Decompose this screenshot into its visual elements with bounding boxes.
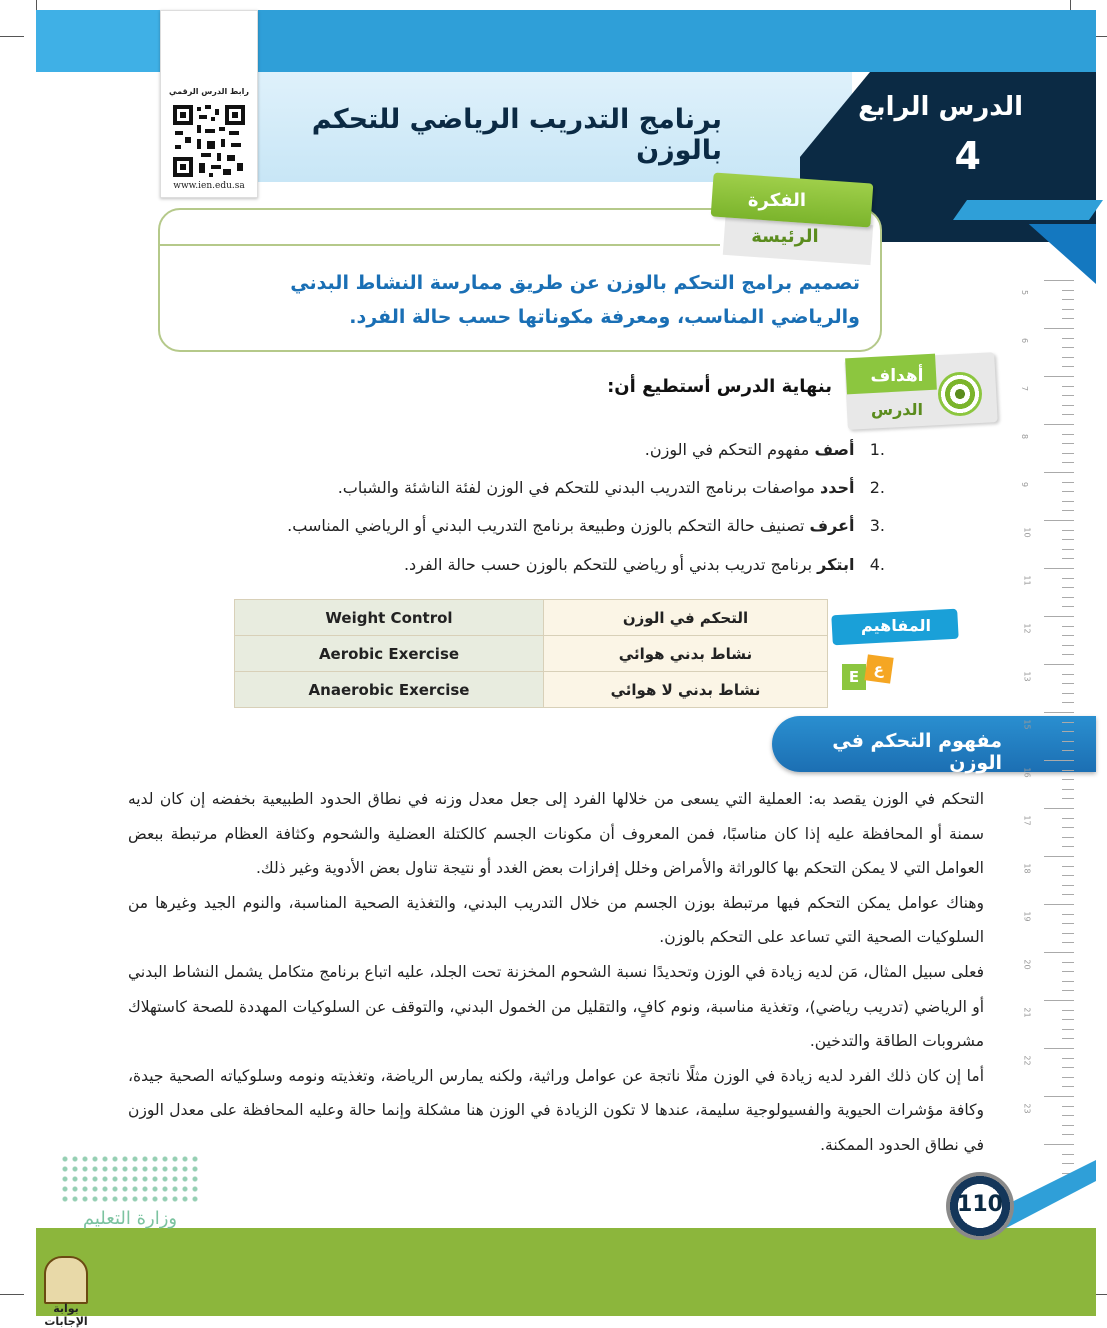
ruler-tick <box>1062 299 1074 300</box>
ruler-number: 10 <box>1022 527 1032 538</box>
ruler-number: 8 <box>1020 433 1030 440</box>
ruler-number: 23 <box>1022 1103 1032 1114</box>
ruler-tick <box>1062 1134 1074 1135</box>
ruler-tick <box>1062 626 1074 627</box>
ruler-number: 22 <box>1022 1055 1032 1066</box>
table-row <box>235 636 828 672</box>
ruler-tick <box>1062 462 1074 463</box>
ruler-tick <box>1062 750 1074 751</box>
ruler-tick <box>1062 587 1074 588</box>
ruler-number: 12 <box>1022 623 1032 634</box>
ruler-tick <box>1062 875 1074 876</box>
concept-ar: التحكم في الوزن <box>544 600 828 636</box>
objective-verb: ابتكر <box>817 555 855 574</box>
ruler-tick <box>1062 290 1074 291</box>
ruler-tick <box>1062 491 1074 492</box>
ruler-number: 7 <box>1020 385 1030 392</box>
side-ruler <box>1020 280 1074 1180</box>
ruler-number: 5 <box>1020 289 1030 296</box>
ruler-tick <box>1062 894 1074 895</box>
objective-number: .1 <box>869 440 885 459</box>
ruler-tick <box>1062 885 1074 886</box>
ruler-tick <box>1062 482 1074 483</box>
objective-number: .3 <box>869 516 885 535</box>
ruler-tick <box>1062 558 1074 559</box>
ruler-tick <box>1062 453 1074 454</box>
ruler-tick <box>1062 962 1074 963</box>
body-text <box>128 782 984 1163</box>
ruler-tick <box>1062 434 1074 435</box>
ruler-tick <box>1062 981 1074 982</box>
table-row <box>235 600 828 636</box>
objectives-tag-label: أهداف <box>870 366 924 386</box>
ruler-tick <box>1044 856 1074 857</box>
ruler-number: 19 <box>1022 911 1032 922</box>
ruler-tick <box>1044 328 1074 329</box>
ruler-tick <box>1062 798 1074 799</box>
ruler-tick <box>1062 366 1074 367</box>
concept-en: Weight Control <box>235 600 544 636</box>
ruler-tick <box>1044 952 1074 953</box>
ruler-tick <box>1062 827 1074 828</box>
ruler-tick <box>1062 971 1074 972</box>
ruler-number: 11 <box>1022 575 1032 586</box>
paragraph: وهناك عوامل يمكن التحكم فيها مرتبطة بوزن الجسم من خلال التدريب البدني، والتغذية الصحية المناسبة، والنوم الجيد وغيرها من السلوكيات الصحية التي تساعد على التحكم بالوزن. <box>128 893 984 947</box>
ruler-number: 18 <box>1022 863 1032 874</box>
objective-item <box>285 440 885 459</box>
ruler-tick <box>1062 1010 1074 1011</box>
ruler-tick <box>1044 904 1074 905</box>
objective-item <box>285 555 885 574</box>
table-row <box>235 672 828 708</box>
ruler-tick <box>1062 1086 1074 1087</box>
ruler-number: 20 <box>1022 959 1032 970</box>
page-title: برنامج التدريب الرياضي للتحكم بالوزن <box>311 104 722 166</box>
ruler-number: 21 <box>1022 1007 1032 1018</box>
main-idea-tag-label: الرئيسة <box>751 226 819 247</box>
ruler-tick <box>1062 357 1074 358</box>
ruler-tick <box>1062 674 1074 675</box>
ministry-logo-icon <box>60 1154 200 1204</box>
concept-ar: نشاط بدني هوائي <box>544 636 828 672</box>
ruler-tick <box>1044 376 1074 377</box>
ruler-tick <box>1062 1058 1074 1059</box>
ruler-tick <box>1062 395 1074 396</box>
paragraph: فعلى سبيل المثال، مَن لديه زيادة في الوزن وتحديدًا نسبة الشحوم المخزنة تحت الجلد، عليه اتباع برنامج متكامل يشمل النشاط البدني أو الرياضي (تدريب رياضي)، وتغذية مناسبة، ونوم كافٍ، والتقليل من الخمول البدني، والتوقف عن السلوكيات المهددة للصحة كاستهلاك مشروبات الطاقة والتدخين. <box>128 962 984 1051</box>
main-idea-text: تصميم برامج التحكم بالوزن عن طريق ممارسة النشاط البدني والرياضي المناسب، ومعرفة مكوناتها حسب حالة الفرد. <box>290 272 860 328</box>
ruler-tick <box>1062 654 1074 655</box>
ruler-tick <box>1062 347 1074 348</box>
ruler-tick <box>1062 1038 1074 1039</box>
ruler-tick <box>1062 818 1074 819</box>
ruler-tick <box>1044 424 1074 425</box>
ruler-number: 16 <box>1022 767 1032 778</box>
ruler-tick <box>1044 280 1074 281</box>
ruler-tick <box>1062 443 1074 444</box>
objective-item <box>285 478 885 497</box>
lesson-stripe <box>953 200 1103 220</box>
ruler-tick <box>1062 683 1074 684</box>
ruler-tick <box>1044 808 1074 809</box>
ruler-tick <box>1062 501 1074 502</box>
objective-text: برنامج تدريب بدني أو رياضي للتحكم بالوزن حسب حالة الفرد. <box>403 555 818 574</box>
ruler-tick <box>1062 597 1074 598</box>
ruler-tick <box>1062 933 1074 934</box>
lesson-number: 4 <box>954 134 981 178</box>
ruler-tick <box>1062 923 1074 924</box>
ruler-tick <box>1062 530 1074 531</box>
ruler-tick <box>1062 414 1074 415</box>
ruler-tick <box>1062 846 1074 847</box>
ruler-tick <box>1062 866 1074 867</box>
ruler-tick <box>1062 722 1074 723</box>
ruler-tick <box>1062 990 1074 991</box>
gateway-logo-icon <box>44 1256 88 1304</box>
objective-text: تصنيف حالة التحكم بالوزن وطبيعة برنامج التدريب البدني أو الرياضي المناسب. <box>287 516 810 535</box>
concepts-tag-label: المفاهيم <box>861 616 931 635</box>
objective-verb: أصف <box>814 440 855 459</box>
ruler-tick <box>1062 318 1074 319</box>
paragraph: أما إن كان ذلك الفرد لديه زيادة في الوزن مثلًا ناتجة عن عوامل وراثية، ولكنه يمارس الرياضة، وتغذيته ونومه وسلوكياته الصحية جيدة، وكافة مؤشرات الحيوية والفسيولوجية سليمة، عندها لا تكون الزيادة في الوزن هنا مشكلة وإنما حالة وعليه المحافظة على معدل الوزن في نطاق الحدود الممكنة. <box>128 1066 984 1154</box>
paragraph: التحكم في الوزن يقصد به: العملية التي يسعى من خلالها الفرد إلى جعل معدل وزنه في نطاق الحدود الطبيعية بخفضه إن كان لديه سمنة أو المحافظة عليه إذا كان مناسبًا، فمن المعروف أن مكونات الجسم كالكتلة العضلية والشحوم وكثافة العظام مرتبطة ببعض العوامل التي لا يمكن التحكم بها كالوراثة والأمراض وخلل إفرازات بعض الغدد أو نتيجة تناول بعض الأدوية وغير ذلك. <box>128 790 984 878</box>
ruler-number: 13 <box>1022 671 1032 682</box>
lesson-label: الدرس الرابع <box>858 92 1023 122</box>
ruler-tick <box>1062 606 1074 607</box>
qr-url[interactable]: www.ien.edu.sa <box>173 181 245 191</box>
ruler-tick <box>1062 386 1074 387</box>
ruler-tick <box>1062 549 1074 550</box>
ruler-tick <box>1062 1154 1074 1155</box>
ministry-name: وزارة التعليم <box>82 1208 178 1229</box>
ruler-tick <box>1044 616 1074 617</box>
ruler-tick <box>1044 712 1074 713</box>
ruler-tick <box>1044 472 1074 473</box>
ruler-number: 17 <box>1022 815 1032 826</box>
concept-ar: نشاط بدني لا هوائي <box>544 672 828 708</box>
concepts-table <box>234 599 828 708</box>
ruler-tick <box>1062 1115 1074 1116</box>
ruler-tick <box>1044 1144 1074 1145</box>
qr-card[interactable] <box>160 10 258 198</box>
ruler-tick <box>1044 568 1074 569</box>
objective-text: مفهوم التحكم في الوزن. <box>644 440 815 459</box>
ruler-tick <box>1062 702 1074 703</box>
ruler-tick <box>1044 1096 1074 1097</box>
ruler-tick <box>1062 405 1074 406</box>
ruler-tick <box>1062 779 1074 780</box>
ruler-tick <box>1062 1163 1074 1164</box>
ruler-tick <box>1044 1048 1074 1049</box>
concept-en: Aerobic Exercise <box>235 636 544 672</box>
objective-number: .4 <box>869 555 885 574</box>
ruler-tick <box>1062 1067 1074 1068</box>
ruler-tick <box>1062 1125 1074 1126</box>
ruler-tick <box>1062 510 1074 511</box>
ruler-tick <box>1062 635 1074 636</box>
concept-en: Anaerobic Exercise <box>235 672 544 708</box>
main-idea-tag-label: الفكرة <box>747 190 807 211</box>
bottom-band <box>36 1228 1096 1316</box>
ruler-tick <box>1062 942 1074 943</box>
ruler-number: 6 <box>1020 337 1030 344</box>
ruler-tick <box>1062 789 1074 790</box>
objective-number: .2 <box>869 478 885 497</box>
ruler-tick <box>1062 578 1074 579</box>
language-ar-icon: ع <box>864 654 893 683</box>
page-number: 110 <box>957 1192 1003 1217</box>
ruler-tick <box>1062 731 1074 732</box>
ruler-tick <box>1062 338 1074 339</box>
objectives-intro: بنهاية الدرس أستطيع أن: <box>607 376 832 397</box>
ruler-tick <box>1062 837 1074 838</box>
objectives-tag-label: الدرس <box>870 400 924 419</box>
ruler-tick <box>1044 1000 1074 1001</box>
section-title: مفهوم التحكم في الوزن <box>832 730 1002 774</box>
main-idea-divider <box>160 244 720 246</box>
ruler-tick <box>1062 645 1074 646</box>
ruler-tick <box>1062 1106 1074 1107</box>
ruler-tick <box>1044 760 1074 761</box>
ruler-tick <box>1044 520 1074 521</box>
ruler-tick <box>1062 539 1074 540</box>
gateway-name: بوابة الإجابات <box>44 1302 88 1328</box>
language-e-icon: E <box>842 664 866 690</box>
objective-text: مواصفات برنامج التدريب البدني للتحكم في الوزن لفئة الناشئة والشباب. <box>337 478 820 497</box>
ruler-tick <box>1062 1077 1074 1078</box>
objective-verb: أعرف <box>809 516 855 535</box>
ruler-number: 9 <box>1020 481 1030 488</box>
qr-code-icon[interactable] <box>171 103 247 179</box>
target-icon <box>938 372 982 416</box>
ruler-tick <box>1062 1019 1074 1020</box>
objective-item <box>285 516 885 535</box>
ruler-tick <box>1062 1029 1074 1030</box>
ruler-number: 15 <box>1022 719 1032 730</box>
ruler-tick <box>1062 914 1074 915</box>
ruler-tick <box>1062 741 1074 742</box>
qr-caption: رابط الدرس الرقمي <box>169 87 249 96</box>
ruler-tick <box>1062 770 1074 771</box>
ruler-tick <box>1062 693 1074 694</box>
objective-verb: أحدد <box>819 478 855 497</box>
ruler-tick <box>1062 309 1074 310</box>
ruler-tick <box>1044 664 1074 665</box>
